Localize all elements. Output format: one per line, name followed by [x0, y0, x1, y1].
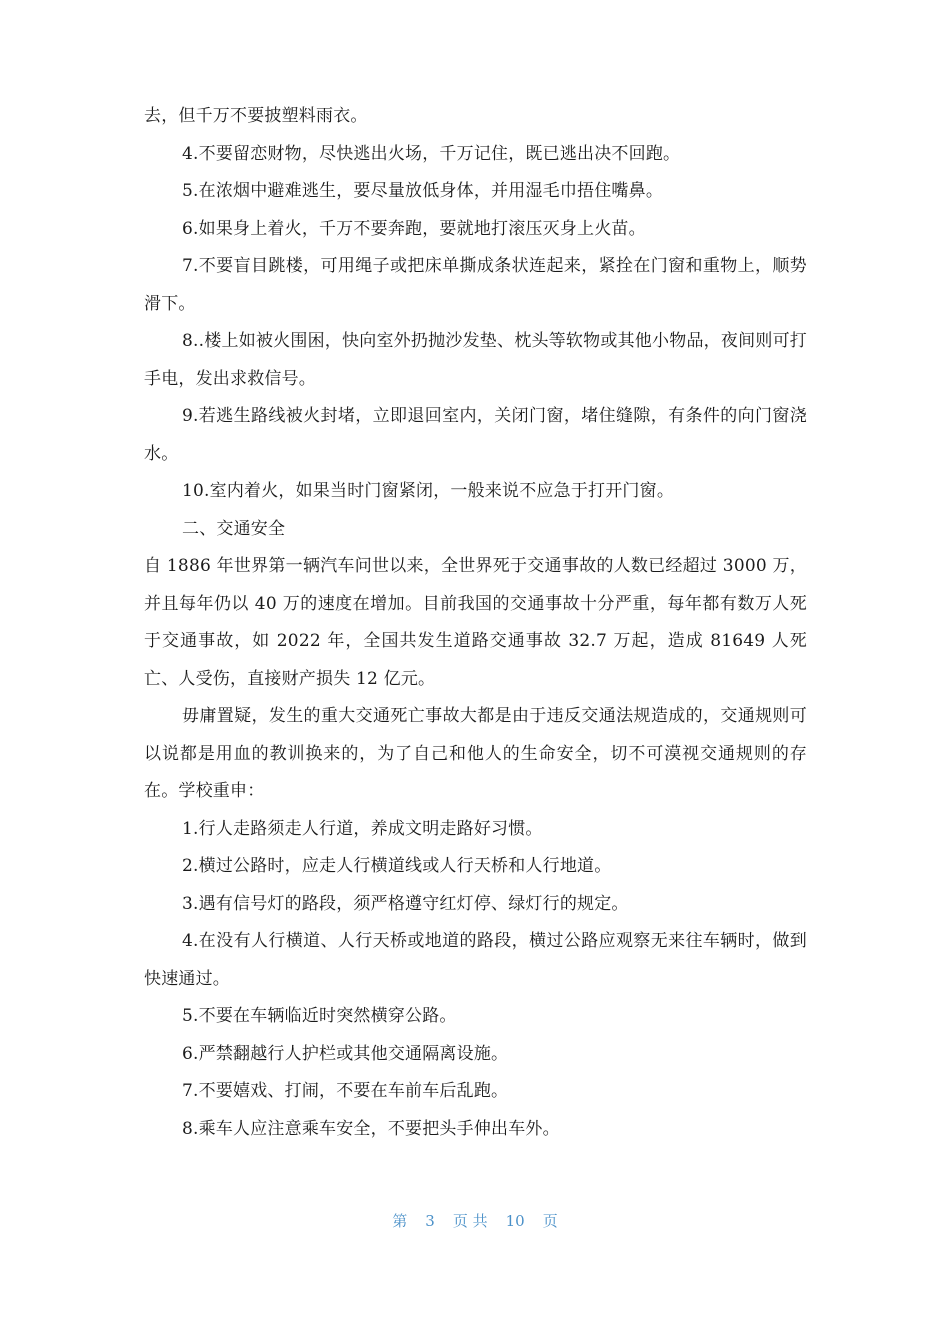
fire-tip-8: 8..楼上如被火围困，快向室外扔抛沙发垫、枕头等软物或其他小物品，夜间则可打手电，发出求救信号。	[144, 331, 807, 389]
traffic-intro-paragraph: 自 1886 年世界第一辆汽车问世以来，全世界死于交通事故的人数已经超过 3000 万，并且每年仍以 40 万的速度在增加。目前我国的交通事故十分严重，每年都有数万人死于交通事故，如 2022 年，全国共发生道路交通事故 32.7 万起，造成 81649 人死亡、人受伤，直接财产损失 12 亿元。	[144, 556, 807, 689]
footer-prefix: 第	[392, 1212, 408, 1230]
footer-total-pages: 10	[505, 1212, 525, 1230]
fire-tip-7: 7.不要盲目跳楼，可用绳子或把床单撕成条状连起来，紧拴在门窗和重物上，顺势滑下。	[144, 256, 807, 314]
traffic-rule-1: 1.行人走路须走人行道，养成文明走路好习惯。	[182, 818, 543, 839]
traffic-rule-7: 7.不要嬉戏、打闹，不要在车前车后乱跑。	[182, 1081, 509, 1101]
fire-tip-10: 10.室内着火，如果当时门窗紧闭，一般来说不应急于打开门窗。	[182, 481, 675, 501]
document-body	[144, 98, 807, 1148]
traffic-rule-5: 5.不要在车辆临近时突然横穿公路。	[182, 1006, 457, 1026]
traffic-rule-8: 8.乘车人应注意乘车安全，不要把头手伸出车外。	[182, 1118, 560, 1139]
footer-suffix: 页	[542, 1212, 558, 1230]
traffic-rule-3: 3.遇有信号灯的路段，须严格遵守红灯停、绿灯行的规定。	[182, 893, 629, 914]
paragraph-continuation: 去，但千万不要披塑料雨衣。	[144, 106, 368, 126]
section-heading-traffic-safety: 二、交通安全	[182, 518, 286, 539]
traffic-rule-4: 4.在没有人行横道、人行天桥或地道的路段，横过公路应观察无来往车辆时，做到快速通过。	[144, 931, 807, 989]
page-footer	[0, 1210, 950, 1231]
fire-tip-4: 4.不要留恋财物，尽快逃出火场，千万记住，既已逃出决不回跑。	[182, 143, 681, 164]
traffic-rule-2: 2.横过公路时，应走人行横道线或人行天桥和人行地道。	[182, 856, 612, 876]
fire-tip-9: 9.若逃生路线被火封堵，立即退回室内，关闭门窗，堵住缝隙，有条件的向门窗浇水。	[144, 406, 807, 464]
footer-current-page: 3	[425, 1212, 435, 1230]
traffic-rule-6: 6.严禁翻越行人护栏或其他交通隔离设施。	[182, 1043, 509, 1064]
footer-middle: 页 共	[452, 1212, 488, 1230]
fire-tip-6: 6.如果身上着火，千万不要奔跑，要就地打滚压灭身上火苗。	[182, 218, 646, 239]
fire-tip-5: 5.在浓烟中避难逃生，要尽量放低身体，并用湿毛巾捂住嘴鼻。	[182, 181, 664, 201]
traffic-rules-paragraph: 毋庸置疑，发生的重大交通死亡事故大都是由于违反交通法规造成的，交通规则可以说都是用血的教训换来的，为了自己和他人的生命安全，切不可漠视交通规则的存在。学校重申：	[144, 706, 807, 801]
